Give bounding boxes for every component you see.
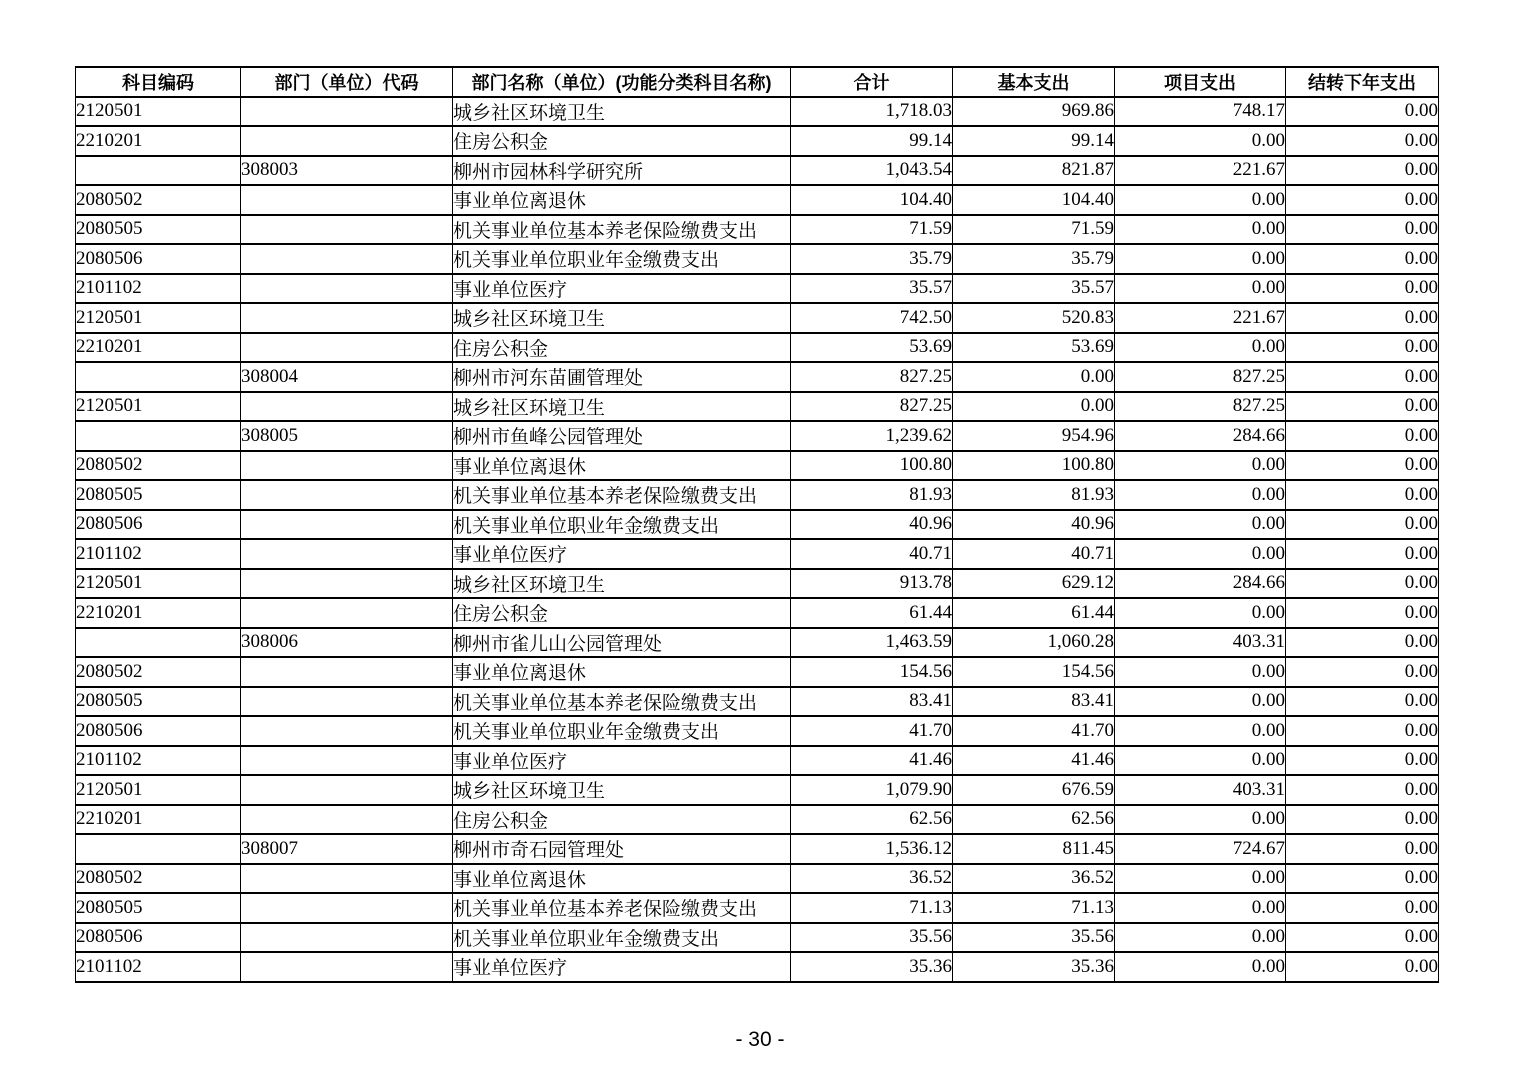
carryover-expenditure-cell: 0.00 xyxy=(1286,421,1439,451)
subject-code-cell: 2080502 xyxy=(76,451,241,481)
project-expenditure-cell: 221.67 xyxy=(1115,156,1286,186)
header-basic-expenditure: 基本支出 xyxy=(953,67,1115,97)
table-row xyxy=(76,126,1439,156)
carryover-expenditure-cell: 0.00 xyxy=(1286,303,1439,333)
carryover-expenditure-cell: 0.00 xyxy=(1286,952,1439,982)
project-expenditure-cell: 0.00 xyxy=(1115,746,1286,776)
subject-code-cell: 2080506 xyxy=(76,923,241,953)
carryover-expenditure-cell: 0.00 xyxy=(1286,923,1439,953)
project-expenditure-cell: 0.00 xyxy=(1115,923,1286,953)
table-row xyxy=(76,923,1439,953)
table-row xyxy=(76,451,1439,481)
table-row xyxy=(76,687,1439,717)
dept-code-cell xyxy=(241,598,453,628)
dept-name-cell: 事业单位医疗 xyxy=(453,746,791,776)
dept-name-cell: 住房公积金 xyxy=(453,126,791,156)
basic-expenditure-cell: 35.79 xyxy=(953,244,1115,274)
basic-expenditure-cell: 0.00 xyxy=(953,362,1115,392)
header-total: 合计 xyxy=(791,67,953,97)
table-body xyxy=(76,97,1439,982)
project-expenditure-cell: 0.00 xyxy=(1115,539,1286,569)
project-expenditure-cell: 0.00 xyxy=(1115,805,1286,835)
dept-name-cell: 住房公积金 xyxy=(453,333,791,363)
dept-code-cell xyxy=(241,893,453,923)
dept-name-cell: 机关事业单位基本养老保险缴费支出 xyxy=(453,480,791,510)
table-row xyxy=(76,657,1439,687)
total-cell: 1,463.59 xyxy=(791,628,953,658)
table-row xyxy=(76,539,1439,569)
table-row xyxy=(76,480,1439,510)
project-expenditure-cell: 827.25 xyxy=(1115,392,1286,422)
dept-code-cell xyxy=(241,333,453,363)
subject-code-cell: 2120501 xyxy=(76,97,241,127)
basic-expenditure-cell: 0.00 xyxy=(953,392,1115,422)
table-row xyxy=(76,362,1439,392)
dept-name-cell: 事业单位离退休 xyxy=(453,657,791,687)
carryover-expenditure-cell: 0.00 xyxy=(1286,185,1439,215)
dept-code-cell xyxy=(241,244,453,274)
subject-code-cell: 2210201 xyxy=(76,333,241,363)
dept-code-cell xyxy=(241,392,453,422)
dept-name-cell: 城乡社区环境卫生 xyxy=(453,392,791,422)
carryover-expenditure-cell: 0.00 xyxy=(1286,628,1439,658)
header-subject-code: 科目编码 xyxy=(76,67,241,97)
total-cell: 40.96 xyxy=(791,510,953,540)
total-cell: 1,536.12 xyxy=(791,834,953,864)
total-cell: 41.70 xyxy=(791,716,953,746)
total-cell: 35.57 xyxy=(791,274,953,304)
dept-code-cell xyxy=(241,952,453,982)
table-row xyxy=(76,746,1439,776)
subject-code-cell: 2120501 xyxy=(76,303,241,333)
basic-expenditure-cell: 969.86 xyxy=(953,97,1115,127)
carryover-expenditure-cell: 0.00 xyxy=(1286,244,1439,274)
basic-expenditure-cell: 36.52 xyxy=(953,864,1115,894)
total-cell: 71.59 xyxy=(791,215,953,245)
dept-name-cell: 机关事业单位基本养老保险缴费支出 xyxy=(453,687,791,717)
dept-code-cell xyxy=(241,274,453,304)
total-cell: 36.52 xyxy=(791,864,953,894)
total-cell: 913.78 xyxy=(791,569,953,599)
project-expenditure-cell: 0.00 xyxy=(1115,510,1286,540)
dept-name-cell: 城乡社区环境卫生 xyxy=(453,569,791,599)
table-row xyxy=(76,569,1439,599)
dept-code-cell xyxy=(241,805,453,835)
table-row xyxy=(76,303,1439,333)
table-row xyxy=(76,97,1439,127)
project-expenditure-cell: 284.66 xyxy=(1115,421,1286,451)
table-row xyxy=(76,274,1439,304)
subject-code-cell: 2101102 xyxy=(76,746,241,776)
project-expenditure-cell: 221.67 xyxy=(1115,303,1286,333)
table-header xyxy=(76,67,1439,97)
table-row xyxy=(76,893,1439,923)
project-expenditure-cell: 403.31 xyxy=(1115,775,1286,805)
project-expenditure-cell: 827.25 xyxy=(1115,362,1286,392)
project-expenditure-cell: 0.00 xyxy=(1115,244,1286,274)
total-cell: 35.36 xyxy=(791,952,953,982)
carryover-expenditure-cell: 0.00 xyxy=(1286,657,1439,687)
carryover-expenditure-cell: 0.00 xyxy=(1286,392,1439,422)
subject-code-cell xyxy=(76,628,241,658)
subject-code-cell: 2120501 xyxy=(76,569,241,599)
project-expenditure-cell: 0.00 xyxy=(1115,274,1286,304)
carryover-expenditure-cell: 0.00 xyxy=(1286,775,1439,805)
dept-name-cell: 柳州市奇石园管理处 xyxy=(453,834,791,864)
total-cell: 35.56 xyxy=(791,923,953,953)
dept-name-cell: 事业单位医疗 xyxy=(453,274,791,304)
dept-name-cell: 柳州市雀儿山公园管理处 xyxy=(453,628,791,658)
dept-name-cell: 机关事业单位职业年金缴费支出 xyxy=(453,716,791,746)
dept-name-cell: 柳州市河东苗圃管理处 xyxy=(453,362,791,392)
total-cell: 83.41 xyxy=(791,687,953,717)
basic-expenditure-cell: 954.96 xyxy=(953,421,1115,451)
dept-name-cell: 机关事业单位职业年金缴费支出 xyxy=(453,923,791,953)
basic-expenditure-cell: 1,060.28 xyxy=(953,628,1115,658)
total-cell: 41.46 xyxy=(791,746,953,776)
basic-expenditure-cell: 71.13 xyxy=(953,893,1115,923)
total-cell: 53.69 xyxy=(791,333,953,363)
subject-code-cell: 2080502 xyxy=(76,185,241,215)
table-row xyxy=(76,215,1439,245)
carryover-expenditure-cell: 0.00 xyxy=(1286,126,1439,156)
dept-name-cell: 事业单位离退休 xyxy=(453,185,791,215)
carryover-expenditure-cell: 0.00 xyxy=(1286,451,1439,481)
table-row xyxy=(76,421,1439,451)
basic-expenditure-cell: 83.41 xyxy=(953,687,1115,717)
dept-name-cell: 机关事业单位职业年金缴费支出 xyxy=(453,244,791,274)
project-expenditure-cell: 0.00 xyxy=(1115,126,1286,156)
dept-name-cell: 城乡社区环境卫生 xyxy=(453,775,791,805)
dept-code-cell xyxy=(241,510,453,540)
subject-code-cell: 2080505 xyxy=(76,480,241,510)
table-row xyxy=(76,864,1439,894)
project-expenditure-cell: 0.00 xyxy=(1115,716,1286,746)
project-expenditure-cell: 0.00 xyxy=(1115,215,1286,245)
subject-code-cell: 2101102 xyxy=(76,539,241,569)
project-expenditure-cell: 0.00 xyxy=(1115,480,1286,510)
carryover-expenditure-cell: 0.00 xyxy=(1286,893,1439,923)
carryover-expenditure-cell: 0.00 xyxy=(1286,333,1439,363)
carryover-expenditure-cell: 0.00 xyxy=(1286,746,1439,776)
dept-name-cell: 柳州市鱼峰公园管理处 xyxy=(453,421,791,451)
project-expenditure-cell: 0.00 xyxy=(1115,893,1286,923)
dept-name-cell: 机关事业单位职业年金缴费支出 xyxy=(453,510,791,540)
subject-code-cell: 2080505 xyxy=(76,687,241,717)
project-expenditure-cell: 0.00 xyxy=(1115,185,1286,215)
header-carryover-expenditure: 结转下年支出 xyxy=(1286,67,1439,97)
total-cell: 1,043.54 xyxy=(791,156,953,186)
subject-code-cell: 2120501 xyxy=(76,392,241,422)
basic-expenditure-cell: 62.56 xyxy=(953,805,1115,835)
dept-name-cell: 住房公积金 xyxy=(453,598,791,628)
project-expenditure-cell: 0.00 xyxy=(1115,687,1286,717)
total-cell: 1,079.90 xyxy=(791,775,953,805)
dept-name-cell: 住房公积金 xyxy=(453,805,791,835)
total-cell: 1,239.62 xyxy=(791,421,953,451)
header-project-expenditure: 项目支出 xyxy=(1115,67,1286,97)
total-cell: 71.13 xyxy=(791,893,953,923)
dept-code-cell xyxy=(241,775,453,805)
basic-expenditure-cell: 40.71 xyxy=(953,539,1115,569)
subject-code-cell xyxy=(76,421,241,451)
dept-code-cell xyxy=(241,97,453,127)
total-cell: 827.25 xyxy=(791,392,953,422)
table-row xyxy=(76,392,1439,422)
basic-expenditure-cell: 676.59 xyxy=(953,775,1115,805)
subject-code-cell: 2120501 xyxy=(76,775,241,805)
carryover-expenditure-cell: 0.00 xyxy=(1286,156,1439,186)
total-cell: 104.40 xyxy=(791,185,953,215)
project-expenditure-cell: 403.31 xyxy=(1115,628,1286,658)
total-cell: 1,718.03 xyxy=(791,97,953,127)
basic-expenditure-cell: 35.56 xyxy=(953,923,1115,953)
total-cell: 99.14 xyxy=(791,126,953,156)
dept-code-cell: 308007 xyxy=(241,834,453,864)
basic-expenditure-cell: 821.87 xyxy=(953,156,1115,186)
project-expenditure-cell: 284.66 xyxy=(1115,569,1286,599)
carryover-expenditure-cell: 0.00 xyxy=(1286,539,1439,569)
dept-name-cell: 事业单位离退休 xyxy=(453,864,791,894)
basic-expenditure-cell: 81.93 xyxy=(953,480,1115,510)
dept-code-cell xyxy=(241,864,453,894)
carryover-expenditure-cell: 0.00 xyxy=(1286,687,1439,717)
total-cell: 154.56 xyxy=(791,657,953,687)
budget-expenditure-table xyxy=(75,66,1439,983)
dept-name-cell: 事业单位医疗 xyxy=(453,952,791,982)
basic-expenditure-cell: 40.96 xyxy=(953,510,1115,540)
carryover-expenditure-cell: 0.00 xyxy=(1286,215,1439,245)
carryover-expenditure-cell: 0.00 xyxy=(1286,716,1439,746)
dept-code-cell xyxy=(241,687,453,717)
table-row xyxy=(76,775,1439,805)
header-dept-code: 部门（单位）代码 xyxy=(241,67,453,97)
dept-code-cell xyxy=(241,716,453,746)
subject-code-cell: 2080506 xyxy=(76,244,241,274)
dept-name-cell: 机关事业单位基本养老保险缴费支出 xyxy=(453,893,791,923)
total-cell: 40.71 xyxy=(791,539,953,569)
subject-code-cell: 2080506 xyxy=(76,510,241,540)
carryover-expenditure-cell: 0.00 xyxy=(1286,598,1439,628)
basic-expenditure-cell: 35.36 xyxy=(953,952,1115,982)
carryover-expenditure-cell: 0.00 xyxy=(1286,274,1439,304)
project-expenditure-cell: 724.67 xyxy=(1115,834,1286,864)
dept-code-cell xyxy=(241,480,453,510)
subject-code-cell xyxy=(76,156,241,186)
dept-code-cell xyxy=(241,215,453,245)
table-row xyxy=(76,628,1439,658)
dept-code-cell xyxy=(241,303,453,333)
dept-code-cell xyxy=(241,451,453,481)
dept-name-cell: 城乡社区环境卫生 xyxy=(453,97,791,127)
dept-name-cell: 城乡社区环境卫生 xyxy=(453,303,791,333)
dept-name-cell: 机关事业单位基本养老保险缴费支出 xyxy=(453,215,791,245)
table-row xyxy=(76,952,1439,982)
subject-code-cell: 2210201 xyxy=(76,126,241,156)
total-cell: 61.44 xyxy=(791,598,953,628)
table-row xyxy=(76,716,1439,746)
table-row xyxy=(76,805,1439,835)
dept-code-cell xyxy=(241,539,453,569)
dept-code-cell xyxy=(241,126,453,156)
subject-code-cell: 2080505 xyxy=(76,893,241,923)
carryover-expenditure-cell: 0.00 xyxy=(1286,569,1439,599)
basic-expenditure-cell: 41.46 xyxy=(953,746,1115,776)
carryover-expenditure-cell: 0.00 xyxy=(1286,362,1439,392)
carryover-expenditure-cell: 0.00 xyxy=(1286,834,1439,864)
basic-expenditure-cell: 53.69 xyxy=(953,333,1115,363)
basic-expenditure-cell: 811.45 xyxy=(953,834,1115,864)
basic-expenditure-cell: 41.70 xyxy=(953,716,1115,746)
project-expenditure-cell: 0.00 xyxy=(1115,598,1286,628)
subject-code-cell: 2210201 xyxy=(76,598,241,628)
total-cell: 35.79 xyxy=(791,244,953,274)
dept-name-cell: 事业单位医疗 xyxy=(453,539,791,569)
subject-code-cell xyxy=(76,834,241,864)
dept-code-cell: 308004 xyxy=(241,362,453,392)
header-dept-name: 部门名称（单位）(功能分类科目名称) xyxy=(453,67,791,97)
subject-code-cell: 2080505 xyxy=(76,215,241,245)
basic-expenditure-cell: 100.80 xyxy=(953,451,1115,481)
dept-code-cell xyxy=(241,657,453,687)
basic-expenditure-cell: 629.12 xyxy=(953,569,1115,599)
project-expenditure-cell: 0.00 xyxy=(1115,451,1286,481)
subject-code-cell: 2210201 xyxy=(76,805,241,835)
header-row xyxy=(76,67,1439,97)
table-row xyxy=(76,598,1439,628)
page-number: - 30 - xyxy=(735,1028,785,1051)
total-cell: 742.50 xyxy=(791,303,953,333)
basic-expenditure-cell: 71.59 xyxy=(953,215,1115,245)
subject-code-cell: 2080502 xyxy=(76,657,241,687)
subject-code-cell: 2080502 xyxy=(76,864,241,894)
dept-code-cell xyxy=(241,923,453,953)
dept-code-cell: 308003 xyxy=(241,156,453,186)
carryover-expenditure-cell: 0.00 xyxy=(1286,97,1439,127)
basic-expenditure-cell: 99.14 xyxy=(953,126,1115,156)
project-expenditure-cell: 0.00 xyxy=(1115,657,1286,687)
table-row xyxy=(76,510,1439,540)
basic-expenditure-cell: 154.56 xyxy=(953,657,1115,687)
table-row xyxy=(76,834,1439,864)
carryover-expenditure-cell: 0.00 xyxy=(1286,480,1439,510)
total-cell: 100.80 xyxy=(791,451,953,481)
total-cell: 62.56 xyxy=(791,805,953,835)
carryover-expenditure-cell: 0.00 xyxy=(1286,805,1439,835)
table-row xyxy=(76,333,1439,363)
dept-name-cell: 柳州市园林科学研究所 xyxy=(453,156,791,186)
basic-expenditure-cell: 104.40 xyxy=(953,185,1115,215)
project-expenditure-cell: 0.00 xyxy=(1115,864,1286,894)
basic-expenditure-cell: 35.57 xyxy=(953,274,1115,304)
dept-code-cell: 308005 xyxy=(241,421,453,451)
table-row xyxy=(76,185,1439,215)
carryover-expenditure-cell: 0.00 xyxy=(1286,864,1439,894)
dept-code-cell xyxy=(241,569,453,599)
dept-code-cell xyxy=(241,746,453,776)
table-row xyxy=(76,244,1439,274)
project-expenditure-cell: 0.00 xyxy=(1115,333,1286,363)
dept-code-cell xyxy=(241,185,453,215)
dept-code-cell: 308006 xyxy=(241,628,453,658)
basic-expenditure-cell: 520.83 xyxy=(953,303,1115,333)
dept-name-cell: 事业单位离退休 xyxy=(453,451,791,481)
project-expenditure-cell: 0.00 xyxy=(1115,952,1286,982)
subject-code-cell: 2101102 xyxy=(76,952,241,982)
project-expenditure-cell: 748.17 xyxy=(1115,97,1286,127)
table-row xyxy=(76,156,1439,186)
subject-code-cell: 2080506 xyxy=(76,716,241,746)
subject-code-cell xyxy=(76,362,241,392)
subject-code-cell: 2101102 xyxy=(76,274,241,304)
basic-expenditure-cell: 61.44 xyxy=(953,598,1115,628)
carryover-expenditure-cell: 0.00 xyxy=(1286,510,1439,540)
total-cell: 81.93 xyxy=(791,480,953,510)
total-cell: 827.25 xyxy=(791,362,953,392)
